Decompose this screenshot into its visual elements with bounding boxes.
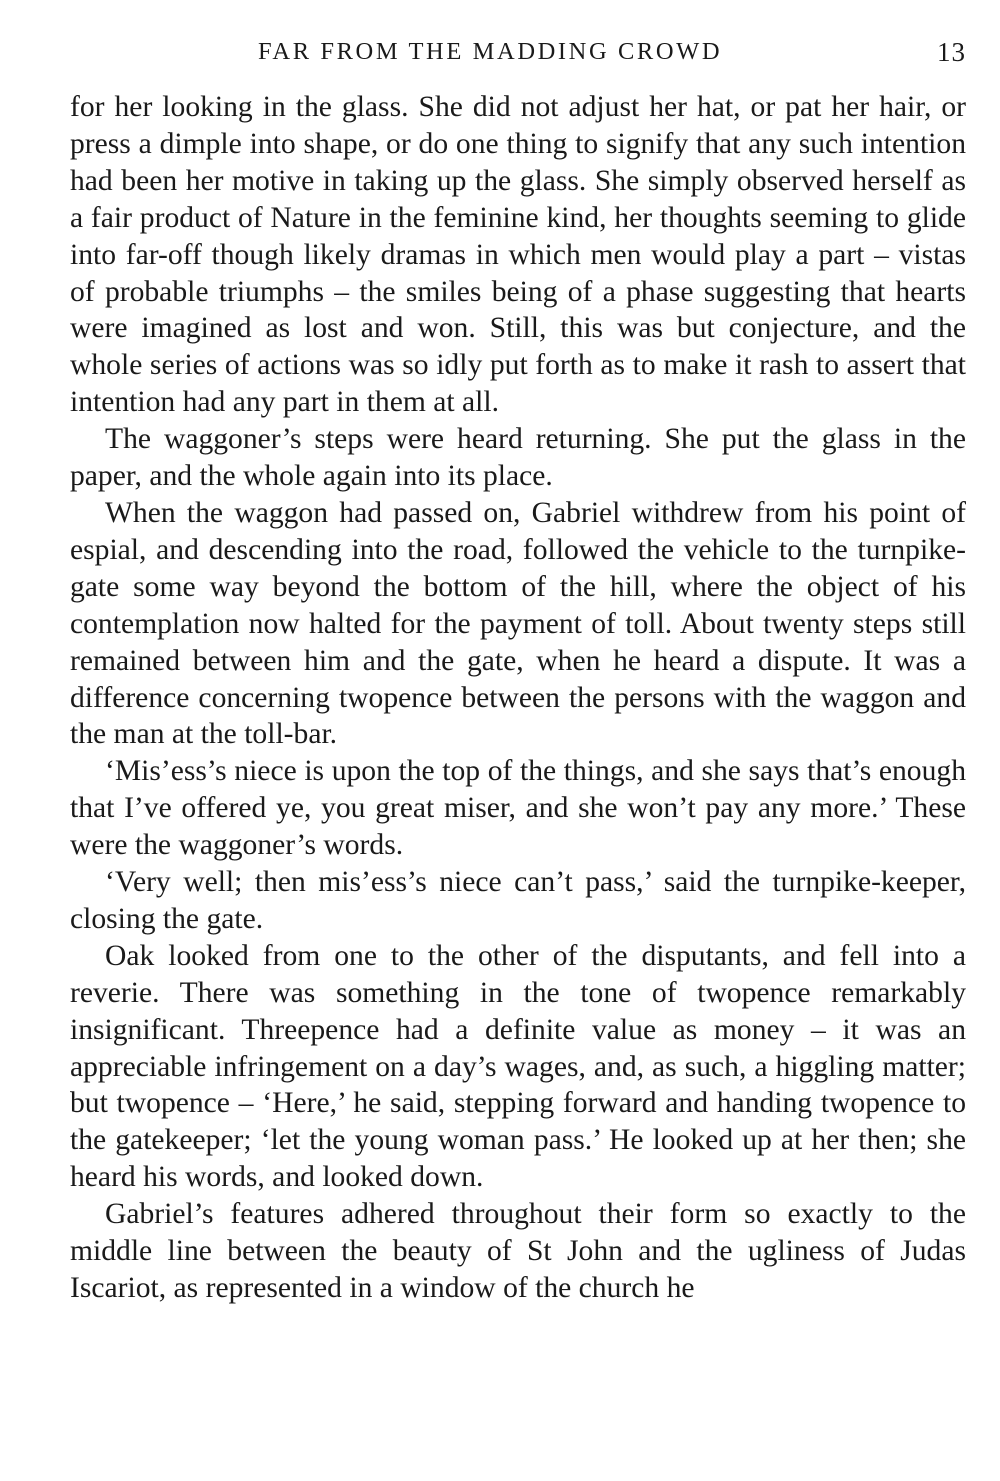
paragraph: Gabriel’s features adhered throughout their form so exactly to the middle line between the beauty of St John and the ugliness of Judas Iscariot, as represented in a window of the church he	[70, 1198, 966, 1304]
paragraph: The waggoner’s steps were heard returning. She put the glass in the paper, and the whole again into its place.	[70, 423, 966, 493]
body-text	[70, 89, 966, 1307]
paragraph: When the waggon had passed on, Gabriel withdrew from his point of espial, and descending into the road, followed the vehicle to the turnpike-gate some way beyond the bottom of the hill, where the object of his contemplation now halted for the payment of toll. About twenty steps still remained between him and the gate, when he heard a dispute. It was a difference concerning twopence between the persons with the waggon and the man at the toll-bar.	[70, 496, 966, 751]
running-title: FAR FROM THE MADDING CROWD	[258, 38, 723, 65]
paragraph: ‘Mis’ess’s niece is upon the top of the things, and she says that’s enough that I’ve offered ye, you great miser, and she won’t pay any more.’ These were the waggoner’s words.	[70, 755, 966, 862]
paragraph: ‘Very well; then mis’ess’s niece can’t pass,’ said the turnpike-keeper, closing the gate.	[70, 866, 966, 935]
paragraph-continued: for her looking in the glass. She did not adjust her hat, or pat her hair, or press a dimple into shape, or do one thing to signify that any such intention had been her motive in taking up the glass. She simply observed herself as a fair product of Nature in the feminine kind, her thoughts seeming to glide into far-off though likely dramas in which men would play a part – vistas of probable triumphs – the smiles being of a phase suggesting that hearts were imagined as lost and won. Still, this was but conjecture, and the whole series of actions was so idly put forth as to make it rash to assert that intention had any part in them at all.	[70, 91, 966, 419]
paragraph: Oak looked from one to the other of the disputants, and fell into a reverie. There was something in the tone of twopence remarkably insignificant. Threepence had a definite value as money – it was an appreciable infringement on a day’s wages, and, as such, a higgling matter; but twopence – ‘Here,’ he said, stepping forward and handing twopence to the gatekeeper; ‘let the young woman pass.’ He looked up at her then; she heard his words, and looked down.	[70, 939, 966, 1194]
page-number: 13	[937, 37, 966, 67]
running-header	[258, 34, 966, 70]
